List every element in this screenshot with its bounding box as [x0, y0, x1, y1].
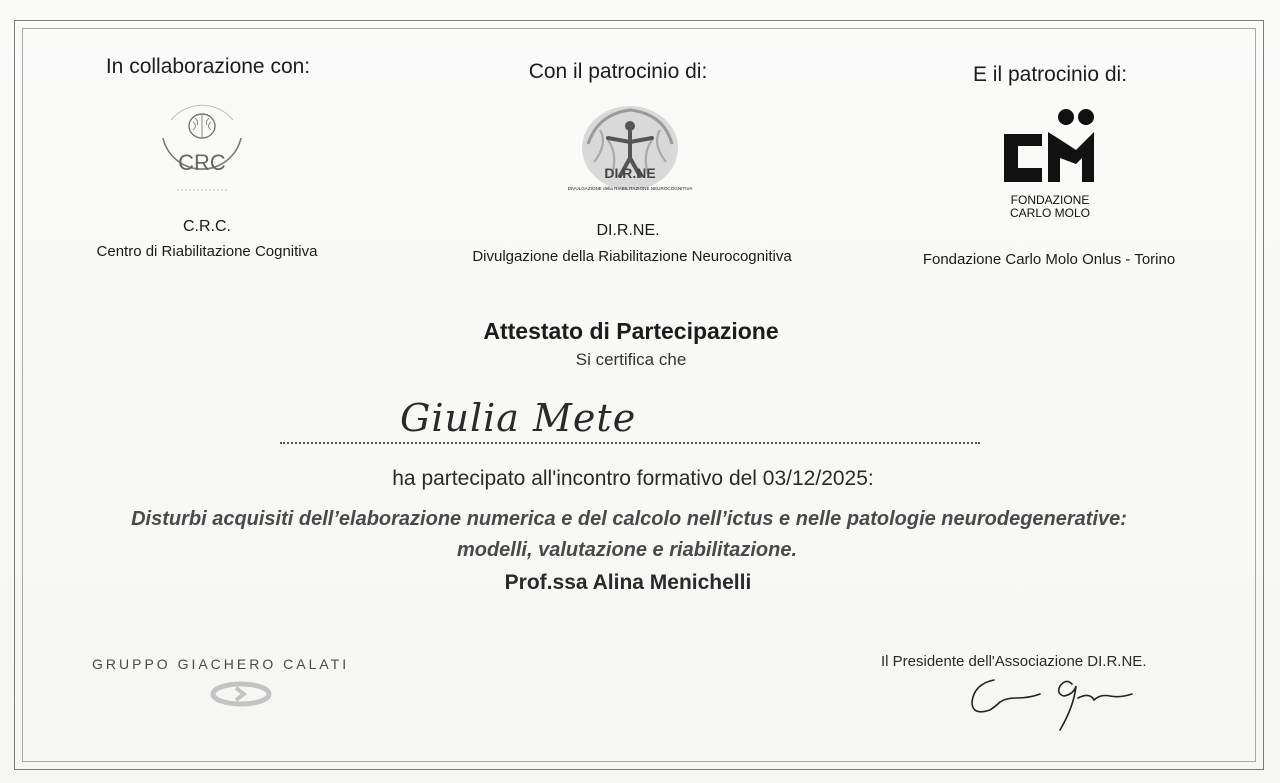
dirne-short-name: DI.R.NE.	[596, 222, 660, 239]
course-title-line-1: Disturbi acquisiti dell’elaborazione numerica e del calcolo nell’ictus e nelle patologie neurodegenerative:	[131, 508, 1127, 530]
crc-logo	[153, 98, 251, 198]
course-title-line-2: modelli, valutazione e riabilitazione.	[456, 539, 798, 561]
molo-logo-line2: CARLO MOLO	[1009, 206, 1090, 220]
molo-logo	[1000, 106, 1100, 218]
molo-logo-line1: FONDAZIONE	[1010, 193, 1090, 207]
crc-long-name: Centro di Riabilitazione Cognitiva	[96, 243, 318, 260]
dirne-logo-icon	[567, 104, 693, 200]
group-name: GRUPPO GIACHERO CALATI	[92, 656, 350, 672]
certificate-title: Attestato di Partecipazione	[483, 318, 779, 344]
dirne-logo-caption: DIVULGAZIONE della RIABILITAZIONE NEUROCOGNITIVA	[567, 186, 693, 191]
molo-long-name: Fondazione Carlo Molo Onlus - Torino	[922, 251, 1176, 268]
president-signature	[960, 668, 1150, 738]
crc-logo-text: CRC	[178, 150, 226, 175]
participation-statement: ha partecipato all'incontro formativo del 03/12/2025:	[392, 467, 874, 490]
dirne-long-name: Divulgazione della Riabilitazione Neurocognitiva	[472, 248, 792, 265]
group-logo	[208, 680, 274, 708]
professor-name: Prof.ssa Alina Menichelli	[504, 571, 752, 594]
dirne-logo	[567, 104, 693, 200]
participant-name: Giulia Mete	[400, 396, 637, 440]
group-logo-icon	[208, 680, 274, 708]
header-collaboration: In collaborazione con:	[105, 55, 311, 78]
dirne-logo-text: DI.R.NE	[604, 165, 656, 181]
certificate-subtitle: Si certifica che	[575, 350, 687, 369]
header-patronage-1: Con il patrocinio di:	[528, 60, 708, 83]
crc-logo-icon	[153, 98, 251, 198]
president-title: Il Presidente dell'Associazione DI.R.NE.	[881, 653, 1147, 670]
molo-logo-icon	[1000, 106, 1100, 184]
crc-short-name: C.R.C.	[183, 218, 231, 235]
signature-icon	[960, 668, 1150, 738]
header-patronage-2: E il patrocinio di:	[972, 63, 1128, 86]
